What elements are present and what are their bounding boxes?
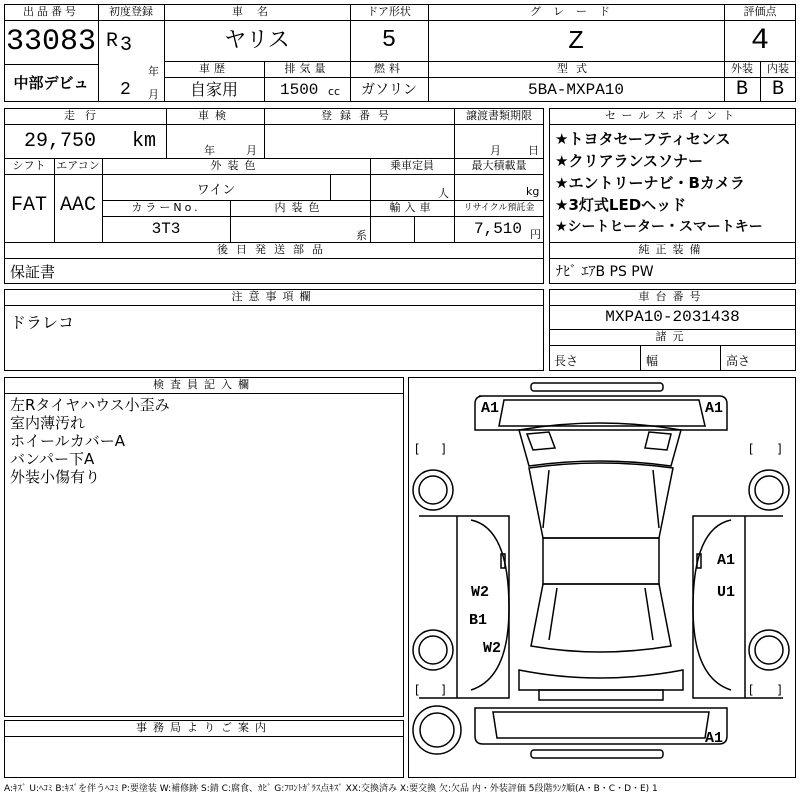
- door-value: 5: [381, 27, 397, 54]
- sales-point: ★エントリーナビ・Bカメラ: [555, 174, 745, 192]
- damage-mark: U1: [717, 584, 736, 601]
- color-no-label: カラーNo.: [131, 201, 201, 214]
- legend-text: A:ｷｽﾞ U:ﾍｺﾐ B:ｷｽﾞを伴うﾍｺﾐ P:要塗装 W:補修跡 S:錆 C:腐食、ｶﾋﾞ G:ﾌﾛﾝﾄｶﾞﾗｽ点ｷｽﾞ XX:交換済み X:要交換 欠:欠品 内・外装評価 5段階ﾗﾝｸ順(A・B・C・D・E) 1: [4, 784, 658, 794]
- office-label: 事務局よりご案内: [136, 721, 272, 734]
- int-color-unit: 系: [356, 229, 367, 242]
- transfer-label: 譲渡書類期限: [466, 109, 532, 122]
- ext-score-label: 外装: [731, 62, 753, 75]
- sales-points-list: [549, 128, 796, 240]
- sales-point: ★シートヒーター・スマートキー: [555, 219, 763, 235]
- car-name: ヤリス: [224, 28, 290, 53]
- chassis-value: MXPA10-2031438: [605, 308, 740, 326]
- inspector-line: 室内薄汚れ: [10, 414, 86, 432]
- inspector-line: バンパー下A: [10, 450, 95, 468]
- debut-label: 中部デビュ: [13, 74, 89, 92]
- history-label: 車歴: [199, 62, 229, 75]
- car-diagram-svg: [409, 378, 794, 776]
- svg-text:]: ]: [441, 442, 446, 456]
- sales-point: ★3灯式LEDヘッド: [555, 196, 687, 214]
- import-label: 輸入車: [389, 201, 435, 214]
- notes-text: ドラレコ: [10, 313, 75, 332]
- front-bumper-shape: [531, 383, 663, 391]
- inspection-month-unit: 月: [246, 144, 257, 157]
- load-unit: kg: [526, 185, 540, 198]
- car-outline-top: [475, 396, 727, 430]
- capacity-unit: 人: [438, 187, 449, 200]
- later-parts-label: 後日発送部品: [217, 243, 331, 256]
- era: R: [106, 30, 119, 53]
- transfer-month-unit: 月: [490, 144, 501, 157]
- trunk-shape: [519, 670, 683, 690]
- sales-point: ★クリアランスソナー: [555, 152, 703, 170]
- month-unit: 月: [148, 88, 159, 101]
- color-no-value: 3T3: [151, 220, 181, 238]
- int-score-label: 内装: [767, 62, 789, 75]
- lot-no-label: 出品番号: [23, 5, 79, 18]
- history-value: 自家用: [189, 80, 238, 99]
- equip-value: ﾅﾋﾞ ｴｱB PS PW: [556, 264, 654, 280]
- reg-no-label: 登録番号: [321, 109, 397, 122]
- shift-label: シフト: [12, 159, 46, 172]
- damage-mark: W2: [483, 640, 502, 657]
- reg-month: 2: [120, 80, 131, 100]
- load-label: 最大積載量: [471, 159, 527, 172]
- capacity-label: 乗車定員: [390, 159, 434, 172]
- fuel-label: 燃料: [374, 62, 404, 75]
- displacement-label: 排気量: [284, 62, 330, 75]
- ext-score: B: [735, 78, 748, 101]
- width-label: 幅: [646, 354, 659, 368]
- recycle-value: 7,510: [474, 220, 523, 238]
- int-color-label: 内装色: [274, 201, 326, 214]
- transfer-day-unit: 日: [528, 144, 539, 157]
- door-label: ドア形状: [367, 5, 411, 18]
- car-diagram: [408, 377, 796, 778]
- later-parts-value: 保証書: [10, 263, 56, 281]
- sales-points-label: セールスポイント: [604, 109, 740, 122]
- svg-text:]: ]: [777, 442, 782, 456]
- first-reg-label: 初度登録: [109, 5, 153, 18]
- year-unit: 年: [148, 65, 159, 78]
- inspector-label: 検査員記入欄: [153, 378, 255, 391]
- svg-text:[: [: [415, 442, 420, 456]
- int-score: B: [771, 78, 784, 101]
- grade-value: Z: [568, 26, 584, 56]
- mileage-value: 29,750: [24, 130, 97, 153]
- damage-mark: B1: [469, 612, 488, 629]
- recycle-label: リサイクル預託金: [463, 203, 535, 213]
- equip-label: 純正装備: [638, 243, 707, 256]
- svg-text:]: ]: [441, 683, 446, 697]
- sales-point: ★トヨタセーフティセンス: [555, 130, 731, 148]
- length-label: 長さ: [554, 354, 579, 368]
- score-value: 4: [750, 24, 769, 58]
- ac-label: エアコン: [56, 159, 100, 172]
- mileage-label: 走行: [64, 109, 106, 122]
- svg-text:]: ]: [777, 683, 782, 697]
- model-value: 5BA-MXPA10: [527, 81, 624, 99]
- damage-mark: W2: [471, 584, 490, 601]
- fuel-value: ガソリン: [361, 82, 417, 98]
- height-label: 高さ: [726, 354, 751, 368]
- car-name-label: 車名: [232, 5, 282, 18]
- damage-mark: A1: [717, 552, 736, 569]
- inspector-line: 外装小傷有り: [10, 468, 101, 486]
- score-label: 評価点: [743, 5, 777, 18]
- rear-bumper-shape: [531, 750, 663, 758]
- inspection-year-unit: 年: [204, 144, 215, 157]
- svg-text:[: [: [415, 683, 420, 697]
- grade-label: グレード: [530, 5, 622, 18]
- svg-text:[: [: [749, 683, 754, 697]
- inspector-line: ホイールカバーA: [10, 432, 125, 450]
- roof-shape: [529, 463, 673, 538]
- displacement-value: 1500: [280, 81, 319, 99]
- shift-value: FAT: [10, 194, 47, 217]
- inspector-line: 左Rタイヤハウス小歪み: [10, 396, 170, 414]
- dims-label: 諸元: [655, 330, 690, 343]
- mileage-unit: km: [132, 130, 157, 153]
- ext-color-label: 外装色: [210, 159, 262, 172]
- inspector-notes: [10, 396, 170, 486]
- notes-label: 注意事項欄: [231, 290, 317, 303]
- lot-no: 33083: [5, 25, 96, 59]
- recycle-unit: 円: [530, 228, 541, 241]
- damage-mark: A1: [481, 400, 500, 417]
- ac-value: AAC: [59, 194, 96, 217]
- ext-color-value: ワイン: [196, 183, 236, 198]
- chassis-label: 車台番号: [638, 290, 707, 303]
- reg-year: 3: [120, 34, 133, 57]
- damage-mark: A1: [705, 730, 724, 747]
- displacement-unit: cc: [328, 85, 341, 98]
- model-label: 型式: [557, 62, 595, 75]
- damage-mark: A1: [705, 400, 724, 417]
- svg-text:[: [: [749, 442, 754, 456]
- inspection-label: 車検: [198, 109, 232, 122]
